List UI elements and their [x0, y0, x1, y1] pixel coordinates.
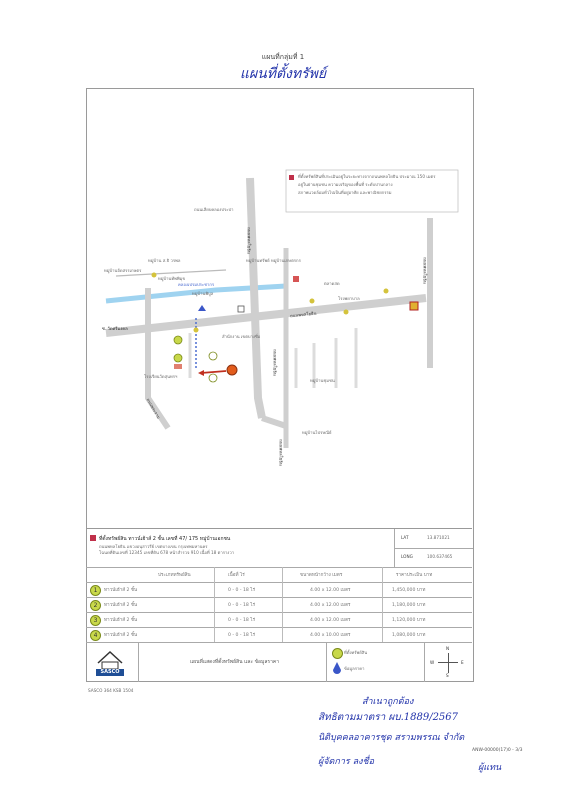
legend-comparable-label: ข้อมูลราคา: [344, 666, 365, 671]
hand-line-4: ผู้จัดการ ลงชื่อ: [318, 757, 375, 767]
property-line-1: ถนนพหลโยธิน แขวงอนุสาวรีย์ เขตบางเขน กรุงเทพมหานคร: [99, 544, 208, 549]
label-place5: หมู่บ้านพิบูล: [192, 291, 214, 296]
compass-n: N: [446, 646, 450, 651]
poi-4-icon: [194, 328, 199, 333]
hand-line-3: นิติบุคคลอาคารชุด สรามพรรณ จำกัด: [318, 733, 465, 743]
property-info-panel: [86, 528, 472, 681]
footer-title: แผนที่แสดงที่ตั้งทรัพย์สิน และ ข้อมูลราคา: [190, 659, 280, 665]
lat-label: LAT: [401, 535, 409, 540]
label-place3: หมู่บ้านทัพพิมุข: [158, 276, 186, 281]
footer-divider: [326, 643, 327, 682]
hand-signature: ผู้แทน: [478, 763, 502, 773]
handwritten-title: แผนที่ตั้งทรัพย์: [239, 66, 327, 82]
label-road-v1: ถนนพหลโยธิน: [246, 227, 252, 254]
table-row: [86, 612, 472, 628]
compass-e: E: [461, 660, 464, 665]
property-title: ที่ตั้งทรัพย์สิน ทาวน์เฮ้าส์ 2 ชั้น เลขที่ 47/ 175 หมู่บ้านเอกชน: [99, 536, 231, 542]
row-area: 0 - 0 - 18 ไร่: [228, 618, 256, 623]
panel-footer: [86, 642, 472, 682]
subject-marker-icon: [227, 365, 237, 375]
footer-divider: [138, 643, 139, 682]
label-area-top: ถนนเลียบคลองประปา: [194, 207, 234, 212]
long-label: LONG: [401, 554, 413, 559]
road-connector: [262, 418, 286, 426]
compass-w: W: [430, 660, 435, 665]
coord-divider: [395, 548, 473, 549]
row-type: ทาวน์เฮ้าส์ 2 ชั้น: [104, 588, 138, 593]
compass-s: S: [446, 673, 449, 678]
row-number-badge: 3: [90, 615, 101, 626]
row-type: ทาวน์เฮ้าส์ 2 ชั้น: [104, 618, 138, 623]
comparable-marker-icon: [198, 305, 206, 311]
office-icon: [238, 306, 244, 312]
label-place7: ตลาดสด: [324, 281, 340, 286]
sasco-logo: [92, 647, 128, 677]
label-place8: สำนักงาน เขตบางซื่อ: [222, 334, 261, 339]
row-price: 1,120,000 บาท: [392, 618, 426, 623]
row-type: ทาวน์เฮ้าส์ 2 ชั้น: [104, 633, 138, 638]
compass-we-line: [438, 662, 458, 663]
property-line-2: โฉนดที่ดินเลขที่ 12345 เลขที่ดิน 678 หน้าสำรวจ 910 เนื้อที่ 18 ตารางวา: [99, 550, 235, 555]
comparable-2-icon: [174, 354, 182, 362]
label-place4: หมู่บ้านทรัพย์ หมู่บ้านเกษตรกร: [246, 258, 301, 263]
row-price: 1,450,000 บาท: [392, 588, 426, 593]
poi-3-icon: [344, 310, 349, 315]
note-marker-icon: [289, 175, 294, 180]
label-road-lower-left: ถนนพระราม: [145, 397, 162, 420]
table-row: [86, 582, 472, 598]
label-place10: หมู่บ้านไปรษณีย์: [302, 430, 332, 435]
note-line-3: สภาพแวดล้อมทั่วไปเป็นที่อยู่อาศัย และพาณิชยกรรม: [298, 190, 392, 195]
map-note: [298, 174, 454, 195]
table-row: [86, 627, 472, 643]
label-place6: โรงเรียนวัดสุนทรฯ: [144, 374, 178, 379]
label-road-left: ซ. วัดศรีมงคล: [102, 326, 128, 331]
direction-arrow: [201, 371, 226, 373]
label-place2: หมู่บ้าน ส.ธิ วรพล: [148, 258, 181, 263]
legend-subject-icon: [332, 648, 343, 659]
label-road-bottom: ถนนพหลโยธิน: [278, 439, 284, 466]
hand-line-2: สิทธิตามมาตรา ผบ.1889/2567: [318, 712, 459, 723]
document-code: SASCO 364 KSB 1504: [88, 688, 134, 693]
header-size: ขนาดหน้ากว้าง เมตร: [300, 573, 343, 578]
long-value: 100.637465: [427, 554, 453, 559]
road-vertical-main: [250, 178, 262, 418]
table-divider: [382, 567, 383, 642]
poi-1-icon: [310, 299, 315, 304]
row-size: 4.00 x 12.00 เมตร: [310, 603, 351, 608]
label-place1: หมู่บ้านจัดสรรเกษตร: [104, 268, 142, 273]
doc-code: ANW-00000(17)0 - 3/3: [472, 748, 523, 753]
comparable-3-icon: [209, 352, 217, 360]
row-price: 1,080,000 บาท: [392, 633, 426, 638]
label-road-right: ถนนพหลโยธิน: [422, 257, 428, 284]
row-area: 0 - 0 - 18 ไร่: [228, 588, 256, 593]
coordinates-box: [394, 529, 473, 567]
comparable-1-icon: [174, 336, 182, 344]
row-number-badge: 1: [90, 585, 101, 596]
school-icon: [174, 364, 182, 369]
compass-rose: [426, 646, 472, 680]
row-number-badge: 4: [90, 630, 101, 641]
row-size: 4.00 x 12.00 เมตร: [310, 588, 351, 593]
legend-comparable-icon: [332, 662, 342, 674]
arrow-head-icon: [198, 370, 204, 376]
row-area: 0 - 0 - 18 ไร่: [228, 633, 256, 638]
label-road-v2: ถนนพหลโยธิน: [272, 349, 278, 376]
label-place11: หมู่บ้านชุมชน: [310, 378, 335, 383]
hospital-icon: [293, 276, 299, 282]
comparable-4-icon: [209, 374, 217, 382]
row-price: 1,180,000 บาท: [392, 603, 426, 608]
compass-ns-line: [448, 653, 449, 673]
header-type: ประเภททรัพย์สิน: [158, 573, 191, 578]
hand-line-1: สำเนาถูกต้อง: [362, 697, 414, 707]
row-size: 4.00 x 12.00 เมตร: [310, 618, 351, 623]
page-label: แผนที่กลุ่มที่ 1: [261, 53, 305, 61]
company-name: SASCO: [100, 669, 120, 675]
property-marker-icon: [90, 535, 96, 541]
row-number-badge: 2: [90, 600, 101, 611]
table-divider: [214, 567, 215, 642]
header-price: ราคาประเมิน บาท: [396, 573, 433, 578]
market-icon: [410, 302, 418, 310]
poi-2-icon: [384, 289, 389, 294]
table-divider: [282, 567, 283, 642]
legend-subject-label: ที่ตั้งทรัพย์สิน: [344, 650, 368, 655]
footer-divider: [424, 643, 425, 682]
table-row: [86, 597, 472, 613]
header-area: เนื้อที่ ไร่: [228, 573, 245, 578]
note-line-1: ที่ตั้งทรัพย์สินที่ประเมินอยู่ในระยะทางจากถนนพหลโยธิน ประมาณ 150 เมตร: [298, 174, 436, 179]
lat-value: 13.871021: [427, 535, 450, 540]
row-area: 0 - 0 - 18 ไร่: [228, 603, 256, 608]
location-map: [86, 88, 472, 528]
label-road-main: ถนนพหลโยธิน: [289, 310, 317, 319]
label-place9: โรงพยาบาล: [338, 296, 360, 301]
row-size: 4.00 x 10.00 เมตร: [310, 633, 351, 638]
row-type: ทาวน์เฮ้าส์ 2 ชั้น: [104, 603, 138, 608]
note-line-2: อยู่ในย่านชุมชน ความเจริญของพื้นที่ ระดับปานกลาง: [298, 182, 393, 187]
road-main-horizontal: [106, 298, 426, 333]
poi-5-icon: [152, 273, 157, 278]
label-canal: คลองเปรมประชากร: [178, 282, 215, 287]
table-header-row: [86, 567, 472, 583]
